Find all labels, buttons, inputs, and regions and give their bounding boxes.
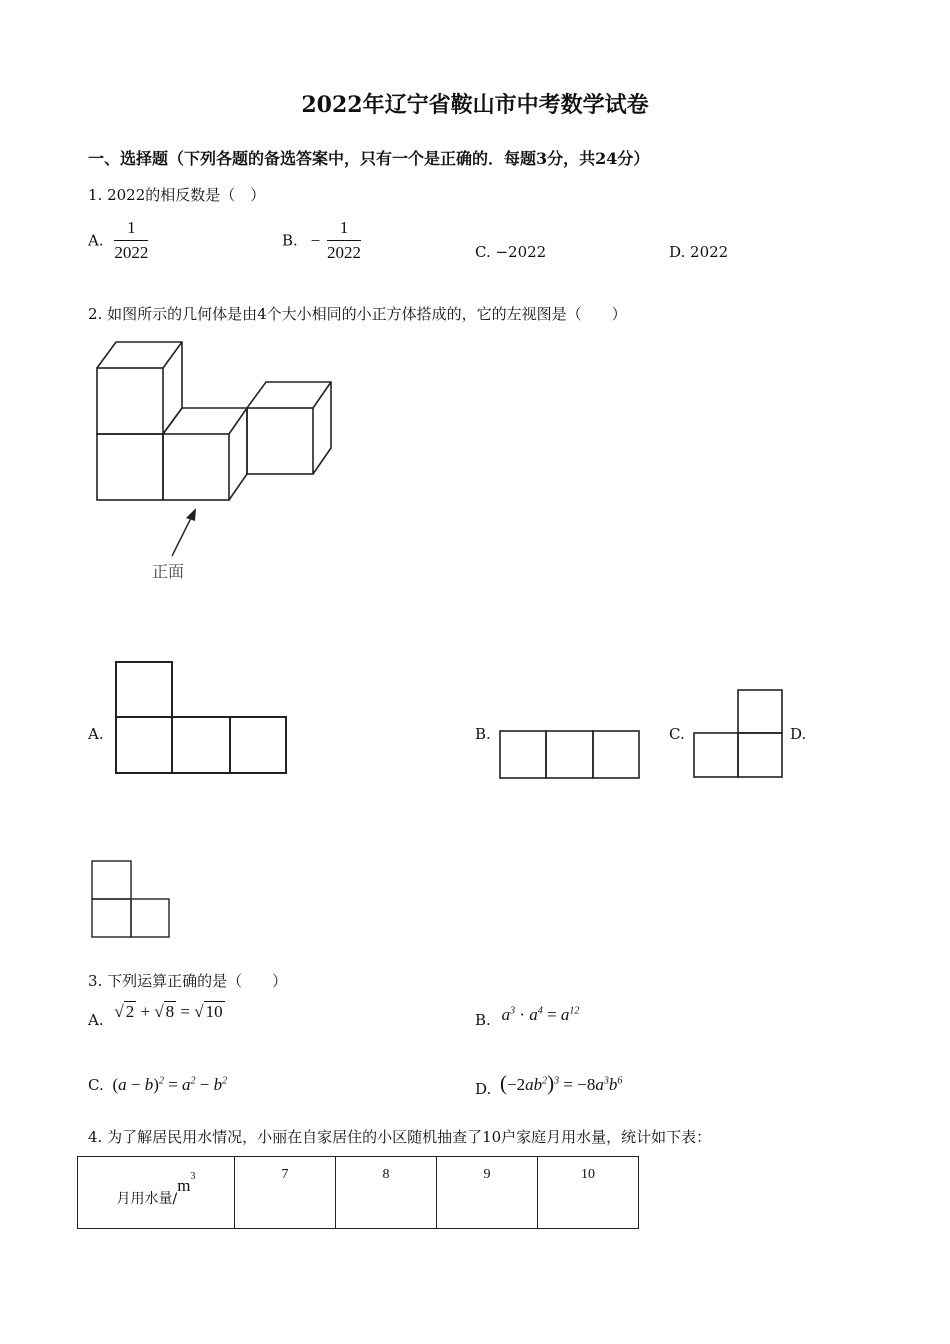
q3-d-expression: $(-2ab^2)^3 = -8a^3b^6$ (500, 1071, 623, 1095)
section-heading: 一、选择题（下列各题的备选答案中，只有一个是正确的．每题3分，共24分） (88, 149, 650, 168)
q4-stem: 4. 为了解居民用水情况，小丽在自家居住的小区随机抽查了10户家庭月用水量，统计如下表： (88, 1128, 712, 1146)
header-unit: m (177, 1176, 191, 1195)
q1-a-denominator: 2022 (114, 243, 149, 262)
q1-b-label: B. (282, 231, 298, 250)
header-label: 月用水量/ (116, 1191, 178, 1207)
q1-b-numerator: 1 (327, 218, 361, 241)
q3-c-label: C. (88, 1076, 104, 1094)
q3-stem: 3. 下列运算正确的是（ ） (88, 972, 288, 990)
q3-d-label: D. (475, 1080, 492, 1098)
table-row (78, 1157, 639, 1229)
q3-b-label: B. (475, 1011, 491, 1029)
q1-b-denominator: 2022 (326, 243, 361, 262)
header-unit-sup: 3 (190, 1171, 196, 1183)
q3-option-c[interactable] (88, 1075, 227, 1095)
q3-a-label: A. (88, 1011, 104, 1029)
table-header-cell (78, 1157, 235, 1229)
table-cell: 8 (336, 1157, 437, 1229)
q2-option-d[interactable]: D. (790, 725, 807, 743)
q3-a-expression: √ 2 + √ 8 = √ 10 (114, 1002, 223, 1021)
q2-option-b[interactable]: B. (475, 725, 491, 743)
q3-option-a[interactable] (88, 1002, 225, 1030)
q3-b-expression: $a^3 \cdot a^4 = a^{12}$ (501, 1005, 580, 1024)
exam-title: 2022年辽宁省鞍山市中考数学试卷 (301, 92, 649, 118)
water-usage-table (77, 1156, 639, 1229)
q3-option-d[interactable] (475, 1071, 623, 1100)
q2-stem: 2. 如图所示的几何体是由4个大小相同的小正方体搭成的，它的左视图是（ ） (88, 305, 627, 323)
table-cell: 9 (437, 1157, 538, 1229)
q1-b-sign: − (310, 230, 321, 250)
q1-a-numerator: 1 (114, 218, 148, 241)
table-cell: 10 (538, 1157, 639, 1229)
table-cell: 7 (235, 1157, 336, 1229)
q2-option-c[interactable]: C. (669, 725, 685, 743)
q1-option-c[interactable]: C. −2022 (475, 243, 547, 261)
q3-option-b[interactable] (475, 1005, 580, 1030)
q1-a-label: A. (88, 231, 104, 250)
q3-c-expression: $(a - b)^2 = a^2 - b^2$ (112, 1075, 228, 1094)
q1-stem: 1. 2022的相反数是（ ） (88, 186, 266, 204)
front-label: 正面 (152, 562, 185, 581)
q2-option-a[interactable]: A. (88, 725, 104, 743)
q1-option-d[interactable]: D. 2022 (669, 243, 729, 261)
